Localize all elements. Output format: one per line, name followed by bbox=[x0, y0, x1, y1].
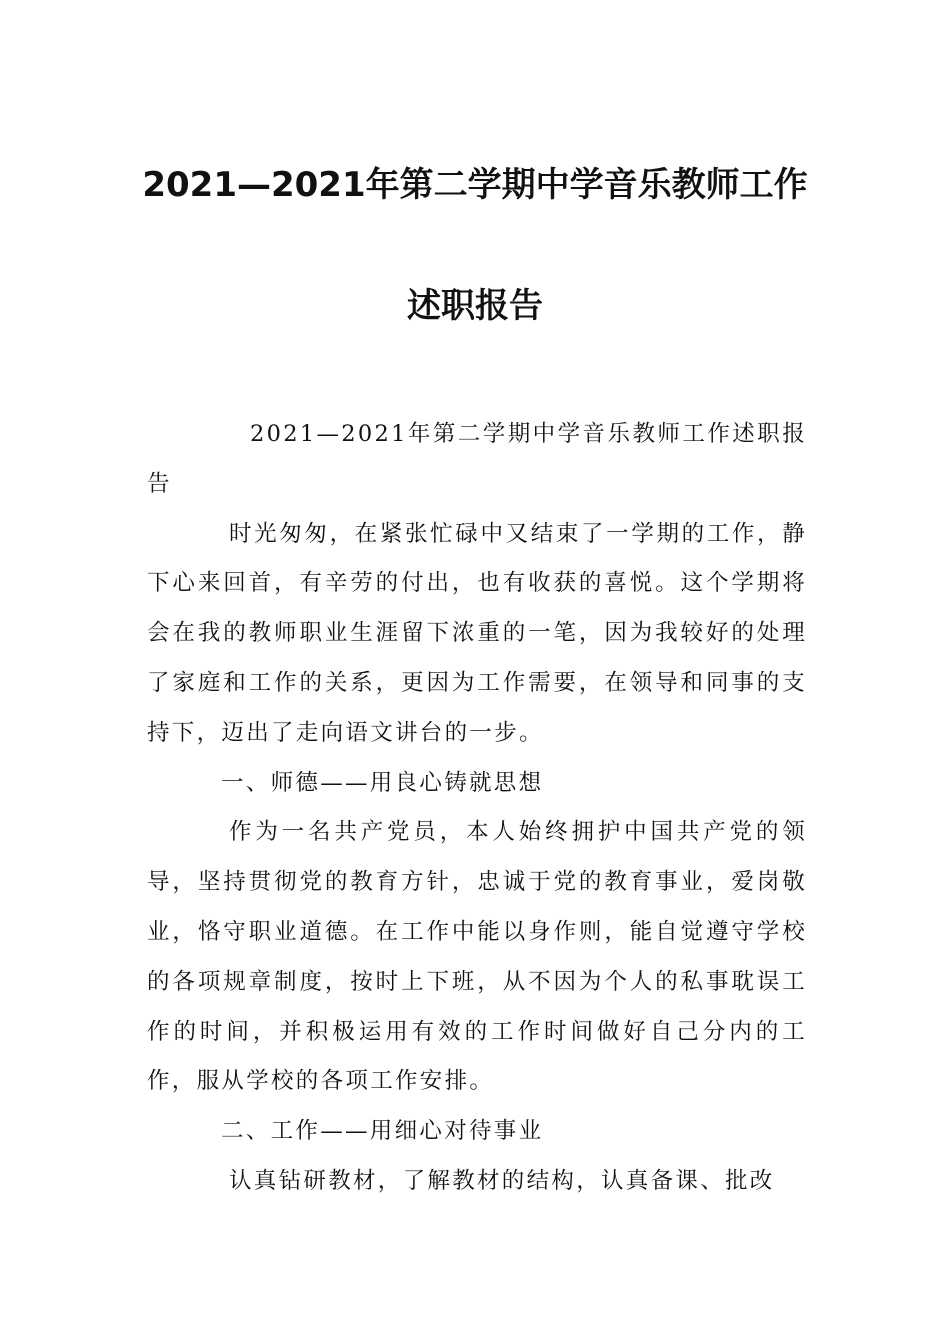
document-title-line-1: 2021—2021年第二学期中学音乐教师工作 bbox=[142, 165, 808, 205]
document-title-line-2: 述职报告 bbox=[407, 286, 543, 326]
section-heading-ethics: 一、师德——用良心铸就思想 bbox=[221, 769, 544, 796]
document-body bbox=[147, 410, 807, 1207]
repeated-title-paragraph: 2021—2021年第二学期中学音乐教师工作述职报告 bbox=[147, 421, 807, 497]
intro-paragraph: 时光匆匆，在紧张忙碌中又结束了一学期的工作，静下心来回首，有辛劳的付出，也有收获的喜悦。这个学期将会在我的教师职业生涯留下浓重的一笔，因为我较好的处理了家庭和工作的关系，更因为工作需要，在领导和同事的支持下，迈出了走向语文讲台的一步。 bbox=[147, 520, 807, 746]
ethics-paragraph: 作为一名共产党员，本人始终拥护中国共产党的领导，坚持贯彻党的教育方针，忠诚于党的教育事业，爱岗敬业，恪守职业道德。在工作中能以身作则，能自觉遵守学校的各项规章制度，按时上下班，从不因为个人的私事耽误工作的时间，并积极运用有效的工作时间做好自己分内的工作，服从学校的各项工作安排。 bbox=[147, 819, 807, 1095]
work-paragraph: 认真钻研教材，了解教材的结构，认真备课、批改 bbox=[229, 1167, 775, 1194]
section-heading-work: 二、工作——用细心对待事业 bbox=[221, 1118, 544, 1145]
